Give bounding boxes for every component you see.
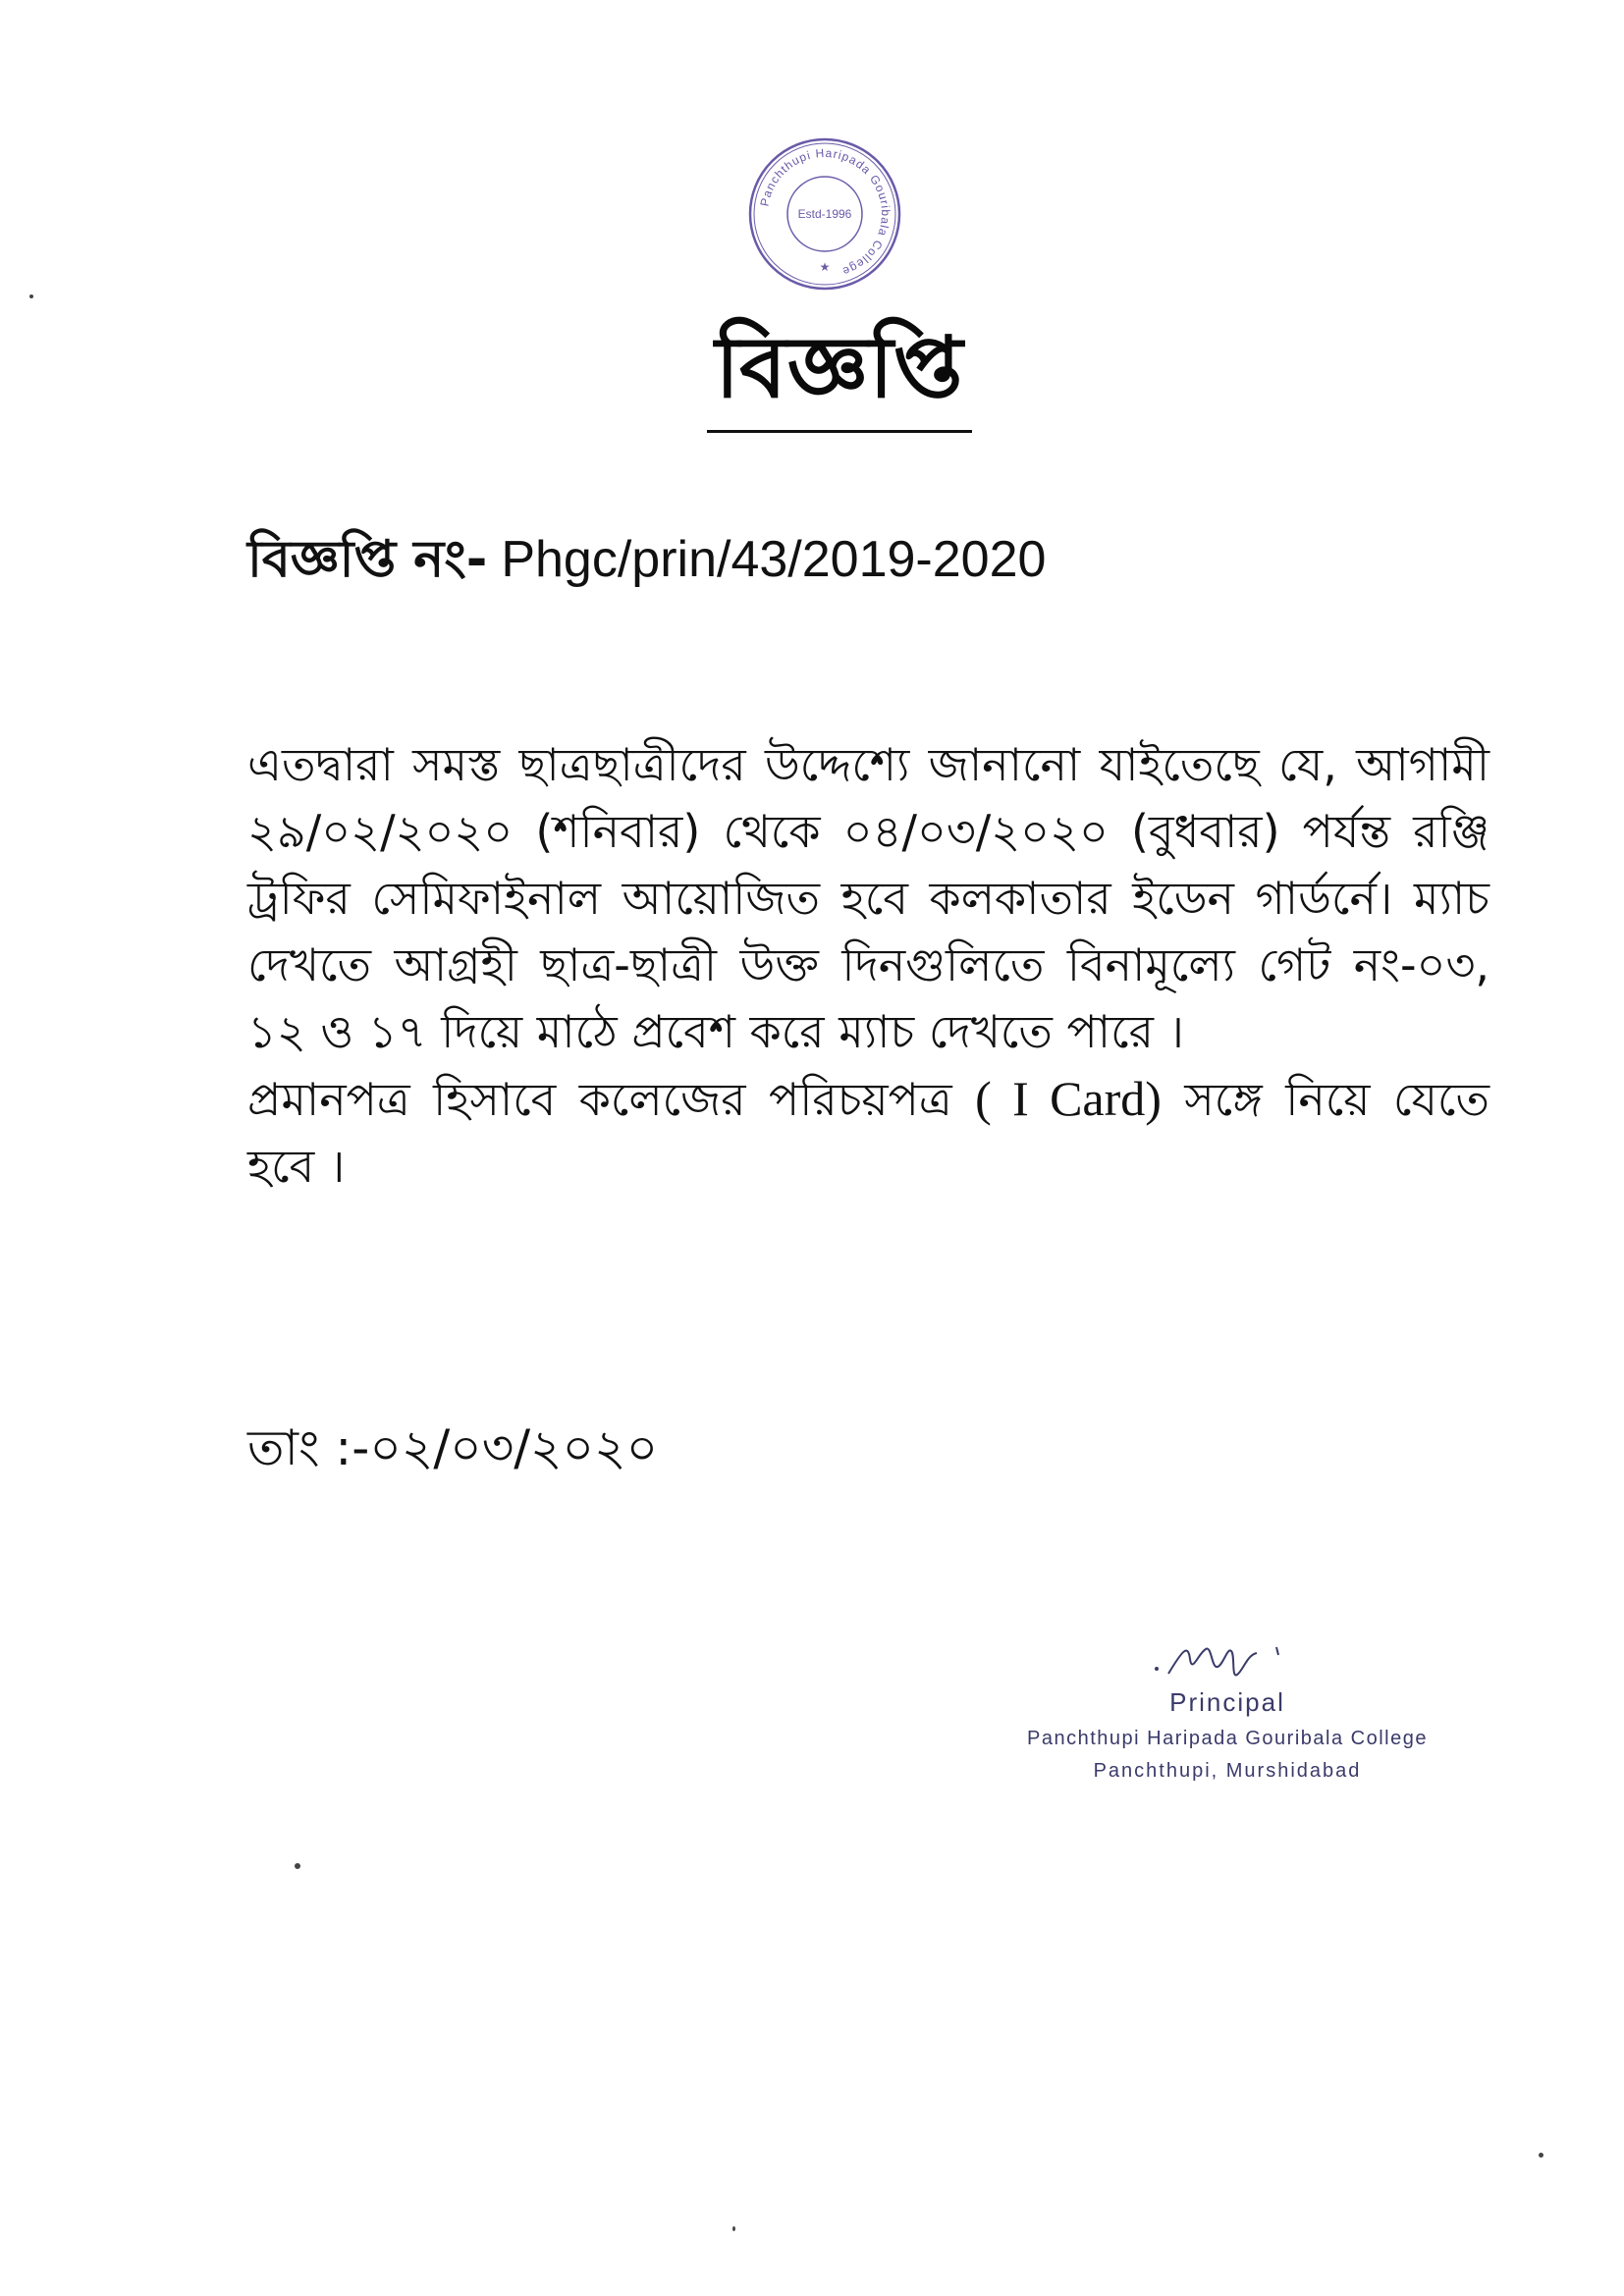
seal-star-icon: ★ — [819, 260, 831, 274]
id-card-text: ( I Card) — [975, 1071, 1162, 1126]
signature-scribble — [1129, 1629, 1326, 1688]
title-block — [707, 314, 972, 433]
college-seal — [746, 135, 903, 293]
signature-college: Panchthupi Haripada Gouribala College — [1027, 1728, 1428, 1749]
signature-role: Principal — [1169, 1687, 1285, 1717]
notice-number-label: বিজ্ঞপ্তি নং- — [247, 530, 488, 589]
page-title: বিজ্ঞপ্তি — [715, 319, 964, 417]
body-paragraph-1: এতদ্বারা সমস্ত ছাত্রছাত্রীদের উদ্দেশ্যে জানানো যাইতেছে যে, আগামী ২৯/০২/২০২০ (শনিবার) থেকে ০৪/০৩/২০২০ (বুধবার) পর্যন্ত রঞ্জি ট্রফির সেমিফাইনাল আয়োজিত হবে কলকাতার ইডেন গার্ডর্নে। ম্যাচ দেখতে আগ্রহী ছাত্র-ছাত্রী উক্ত দিনগুলিতে বিনামূল্যে গেট নং-০৩, ১২ ও ১৭ দিয়ে মাঠে প্রবেশ করে ম্যাচ দেখতে পারে । — [247, 738, 1489, 1058]
body-paragraph-2 — [247, 1065, 1489, 1200]
title-underline — [707, 430, 972, 433]
notice-body — [247, 731, 1489, 1200]
signature-place: Panchthupi, Murshidabad — [1093, 1760, 1362, 1782]
notice-number — [247, 525, 1046, 594]
seal-ring-text: Panchthupi Haripada Gouribala College — [757, 145, 893, 280]
seal-center-text: Estd-1996 — [797, 207, 852, 221]
body-paragraph-2-end: সঙ্গে নিয়ে যেতে হবে । — [247, 1073, 1490, 1193]
signature-block — [1011, 1629, 1443, 1783]
notice-date: তাং :-০২/০৩/২০২০ — [247, 1419, 659, 1476]
notice-number-value: Phgc/prin/43/2019-2020 — [501, 531, 1047, 588]
scan-speck — [29, 294, 33, 298]
scan-speck — [295, 1863, 300, 1869]
scan-speck — [1539, 2153, 1543, 2158]
body-paragraph-2-start: প্রমানপত্র হিসাবে কলেজের পরিচয়পত্র — [247, 1073, 952, 1126]
scan-speck — [732, 2226, 735, 2231]
